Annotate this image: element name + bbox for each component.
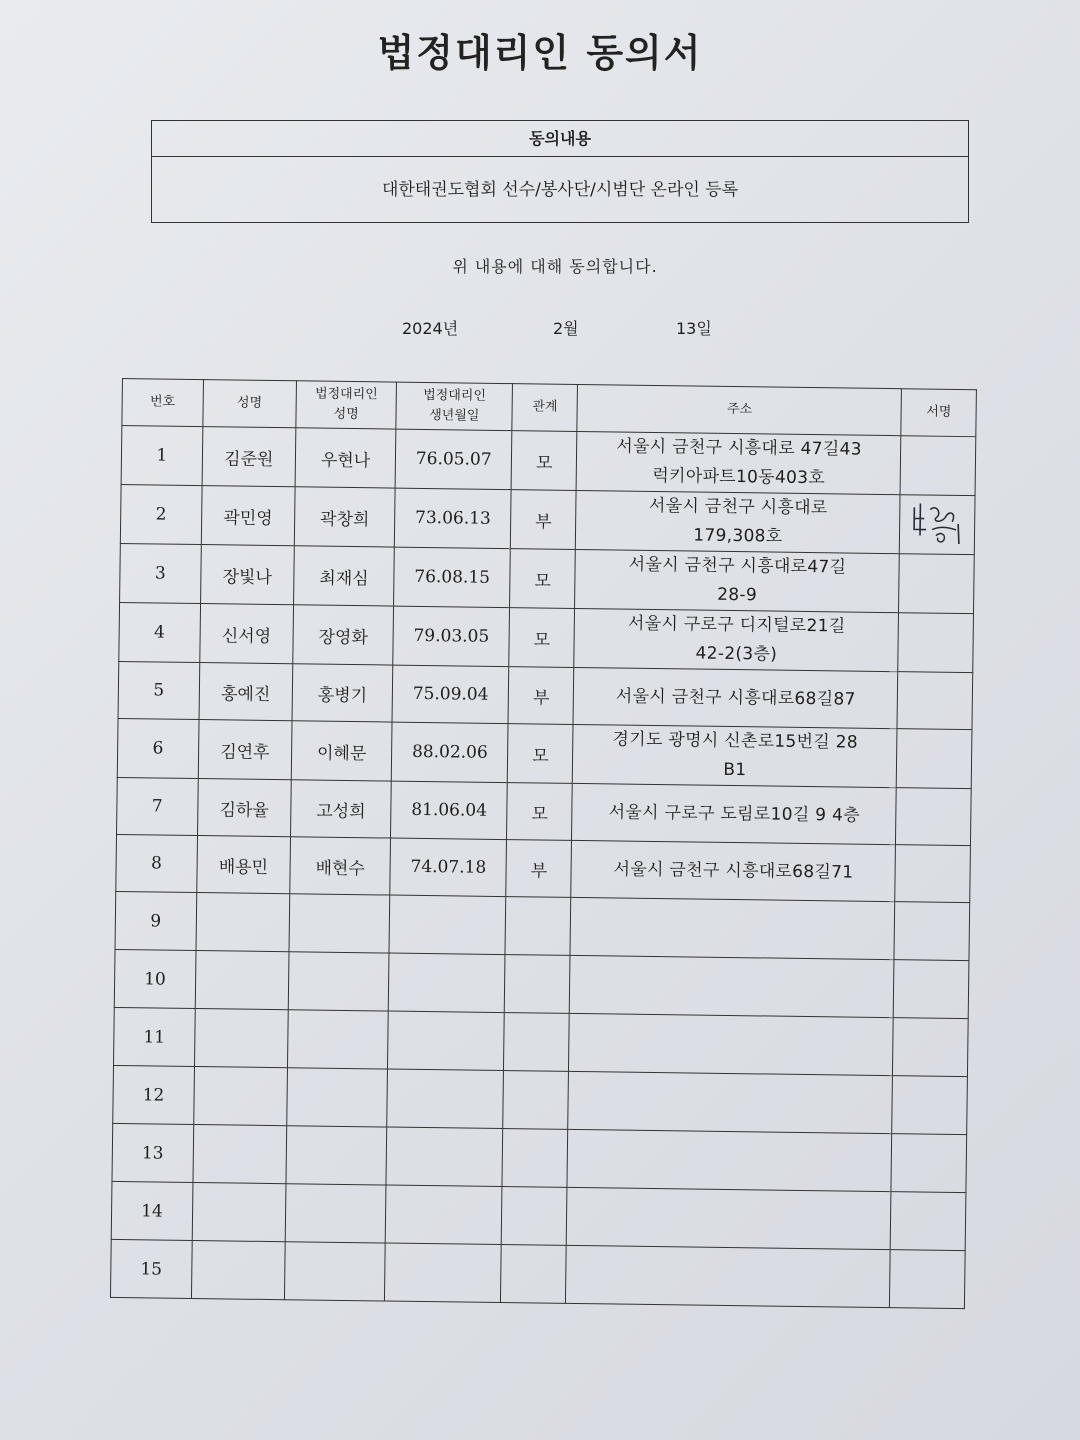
row-no: 4: [119, 602, 200, 662]
row-name: 장빛나: [200, 545, 294, 605]
row-name: [193, 1067, 287, 1126]
row-name: [196, 893, 290, 952]
row-guardian-name: 홍병기: [292, 664, 393, 722]
row-guardian-birth: 73.06.13: [395, 488, 512, 549]
row-address: [576, 431, 901, 494]
row-guardian-birth: [385, 1243, 502, 1303]
signature-icon: [906, 499, 969, 550]
table-row: [120, 484, 975, 554]
row-address-line1: 서울시 금천구 시흥대로: [648, 495, 828, 519]
row-address-line1: 서울시 금천구 시흥대로47길: [628, 554, 847, 578]
row-no: 6: [117, 718, 198, 778]
row-relation: [503, 1071, 569, 1130]
row-name: [193, 1124, 287, 1183]
table-row: [117, 718, 972, 788]
row-guardian-birth: 88.02.06: [392, 722, 509, 783]
row-relation: [501, 1245, 567, 1304]
row-address-line2: 럭키아파트10동403호: [652, 465, 826, 489]
row-relation: 모: [509, 608, 575, 668]
row-no: 7: [117, 777, 198, 835]
row-name: [191, 1240, 285, 1299]
row-no: 13: [112, 1123, 193, 1182]
row-guardian-name: 최재심: [293, 546, 394, 606]
table-row: [110, 1239, 965, 1308]
row-signature: [894, 960, 969, 1019]
row-address-line1: [570, 1042, 893, 1046]
row-relation: 부: [506, 840, 572, 898]
row-signature: [895, 845, 970, 903]
row-signature: [892, 1076, 967, 1135]
row-address: [573, 667, 898, 728]
header-guardian-birth: [396, 382, 513, 431]
row-name: 곽민영: [201, 486, 295, 546]
row-no: 8: [116, 834, 197, 892]
row-address: [567, 1129, 892, 1191]
row-name: 배용민: [197, 836, 291, 894]
row-no: 15: [110, 1239, 191, 1298]
table-row: [120, 543, 975, 613]
row-address-line1: [571, 984, 894, 988]
row-guardian-name: [287, 1068, 388, 1127]
row-signature: [897, 729, 972, 789]
row-relation: [501, 1187, 567, 1246]
row-guardian-birth: [385, 1185, 502, 1245]
row-signature: [896, 788, 971, 846]
row-address-line1: 서울시 금천구 시흥대로 47길43: [616, 436, 862, 460]
row-address: [567, 1187, 892, 1249]
row-guardian-birth: 76.05.07: [395, 429, 512, 490]
row-address-line1: 서울시 구로구 도림로10길 9 4층: [608, 801, 861, 826]
row-no: 1: [121, 426, 202, 486]
header-guardian-birth-line1: 법정대리인: [423, 387, 487, 404]
row-name: [192, 1182, 286, 1241]
row-no: 10: [114, 949, 195, 1008]
header-guardian-name-line2: 성명: [333, 406, 359, 423]
row-relation: [504, 1013, 570, 1072]
row-address: [573, 724, 898, 787]
row-relation: [505, 897, 571, 956]
row-guardian-name: 배현수: [290, 837, 391, 895]
row-guardian-name: 고성희: [290, 780, 391, 838]
row-address: [576, 490, 901, 553]
date-day: 13일: [676, 319, 712, 338]
row-address-line1: 서울시 금천구 시흥대로68길87: [615, 685, 856, 710]
header-guardian-name-line1: 법정대리인: [314, 386, 378, 403]
row-no: 11: [114, 1007, 195, 1066]
row-relation: [504, 955, 570, 1014]
row-address-line1: 서울시 구로구 디지털로21길: [627, 613, 846, 637]
row-guardian-name: 우현나: [295, 428, 396, 488]
row-no: 9: [115, 891, 196, 950]
row-signature: [891, 1192, 966, 1251]
row-relation: 모: [507, 724, 573, 784]
row-guardian-birth: [386, 1127, 503, 1187]
row-address-line2: 42-2(3층): [695, 643, 778, 665]
row-guardian-birth: 75.09.04: [392, 665, 509, 724]
row-address: [572, 783, 897, 844]
row-no: 14: [111, 1181, 192, 1240]
row-guardian-name: 이혜문: [291, 721, 392, 781]
row-signature: [893, 1018, 968, 1077]
row-guardian-name: [286, 1126, 387, 1185]
row-name: 신서영: [200, 604, 294, 664]
row-signature: [891, 1134, 966, 1193]
row-address: [574, 608, 899, 671]
row-address: [568, 1071, 893, 1133]
row-address-line1: [571, 926, 894, 930]
row-signature: [890, 1250, 965, 1309]
row-signature: [898, 613, 973, 673]
row-no: 12: [113, 1065, 194, 1124]
row-no: 5: [118, 661, 199, 719]
row-guardian-name: [288, 952, 389, 1011]
table-row: [119, 602, 974, 672]
row-relation: 부: [511, 490, 577, 550]
header-guardian-birth-line2: 생년월일: [429, 408, 480, 424]
row-relation: 모: [507, 783, 573, 841]
row-address: [571, 840, 896, 901]
row-address-line2: B1: [723, 759, 747, 781]
row-guardian-birth: [388, 1011, 505, 1071]
row-name: 김준원: [202, 427, 296, 487]
header-signature: 서명: [901, 389, 976, 437]
row-guardian-name: 장영화: [293, 605, 394, 665]
row-guardian-name: [285, 1184, 386, 1243]
header-no: 번호: [122, 379, 203, 427]
row-address-line1: [569, 1100, 892, 1104]
row-address-line1: [568, 1158, 891, 1162]
row-address: [575, 549, 900, 612]
date-month: 2월: [553, 319, 579, 338]
row-guardian-name: [289, 894, 390, 953]
header-name: 성명: [203, 380, 297, 428]
agreement-text: 위 내용에 대해 동의합니다.: [452, 257, 658, 276]
row-address: [570, 897, 895, 959]
row-guardian-birth: [389, 895, 506, 955]
row-guardian-name: [284, 1242, 385, 1301]
row-address: [566, 1245, 891, 1307]
row-name: 김연후: [198, 720, 292, 780]
consent-box: [151, 120, 969, 223]
row-no: 2: [120, 484, 201, 544]
row-address: [570, 955, 895, 1017]
row-signature: [900, 495, 975, 555]
row-address-line1: 경기도 광명시 신촌로15번길 28: [612, 729, 859, 753]
row-guardian-birth: 74.07.18: [390, 838, 507, 897]
consent-header: 동의내용: [152, 121, 968, 157]
header-address: 주소: [577, 384, 902, 435]
row-name: 홍예진: [199, 663, 293, 721]
row-signature: [894, 902, 969, 961]
table-row: [121, 426, 976, 496]
consent-content: 대한태권도협회 선수/봉사단/시범단 온라인 등록: [381, 180, 739, 200]
row-name: 김하율: [197, 779, 291, 837]
row-guardian-name: [287, 1010, 388, 1069]
row-address-line2: 179,308호: [693, 525, 783, 547]
row-relation: 모: [511, 431, 577, 491]
row-no: 3: [120, 543, 201, 603]
row-name: [195, 951, 289, 1010]
guardian-table: [110, 378, 977, 1309]
row-address: [569, 1013, 894, 1075]
header-relation: 관계: [512, 384, 578, 432]
row-guardian-birth: [387, 1069, 504, 1129]
document-title: 법정대리인 동의서: [377, 31, 703, 75]
row-address-line1: [567, 1274, 890, 1278]
row-signature: [899, 554, 974, 614]
row-guardian-birth: 76.08.15: [394, 547, 511, 608]
row-relation: 부: [508, 667, 574, 725]
row-signature: [897, 672, 972, 730]
row-guardian-birth: 81.06.04: [391, 781, 508, 840]
header-guardian-name: [296, 381, 397, 429]
date-year: 2024년: [402, 319, 459, 338]
row-guardian-name: 곽창희: [294, 487, 395, 547]
row-name: [194, 1009, 288, 1068]
row-address-line2: 28-9: [717, 584, 758, 606]
row-relation: [502, 1129, 568, 1188]
row-guardian-birth: 79.03.05: [393, 606, 510, 667]
row-guardian-birth: [389, 953, 506, 1013]
row-signature: [900, 436, 975, 496]
row-address-line1: [567, 1216, 890, 1220]
row-relation: 모: [510, 549, 576, 609]
row-address-line1: 서울시 금천구 시흥대로68길71: [613, 858, 854, 883]
